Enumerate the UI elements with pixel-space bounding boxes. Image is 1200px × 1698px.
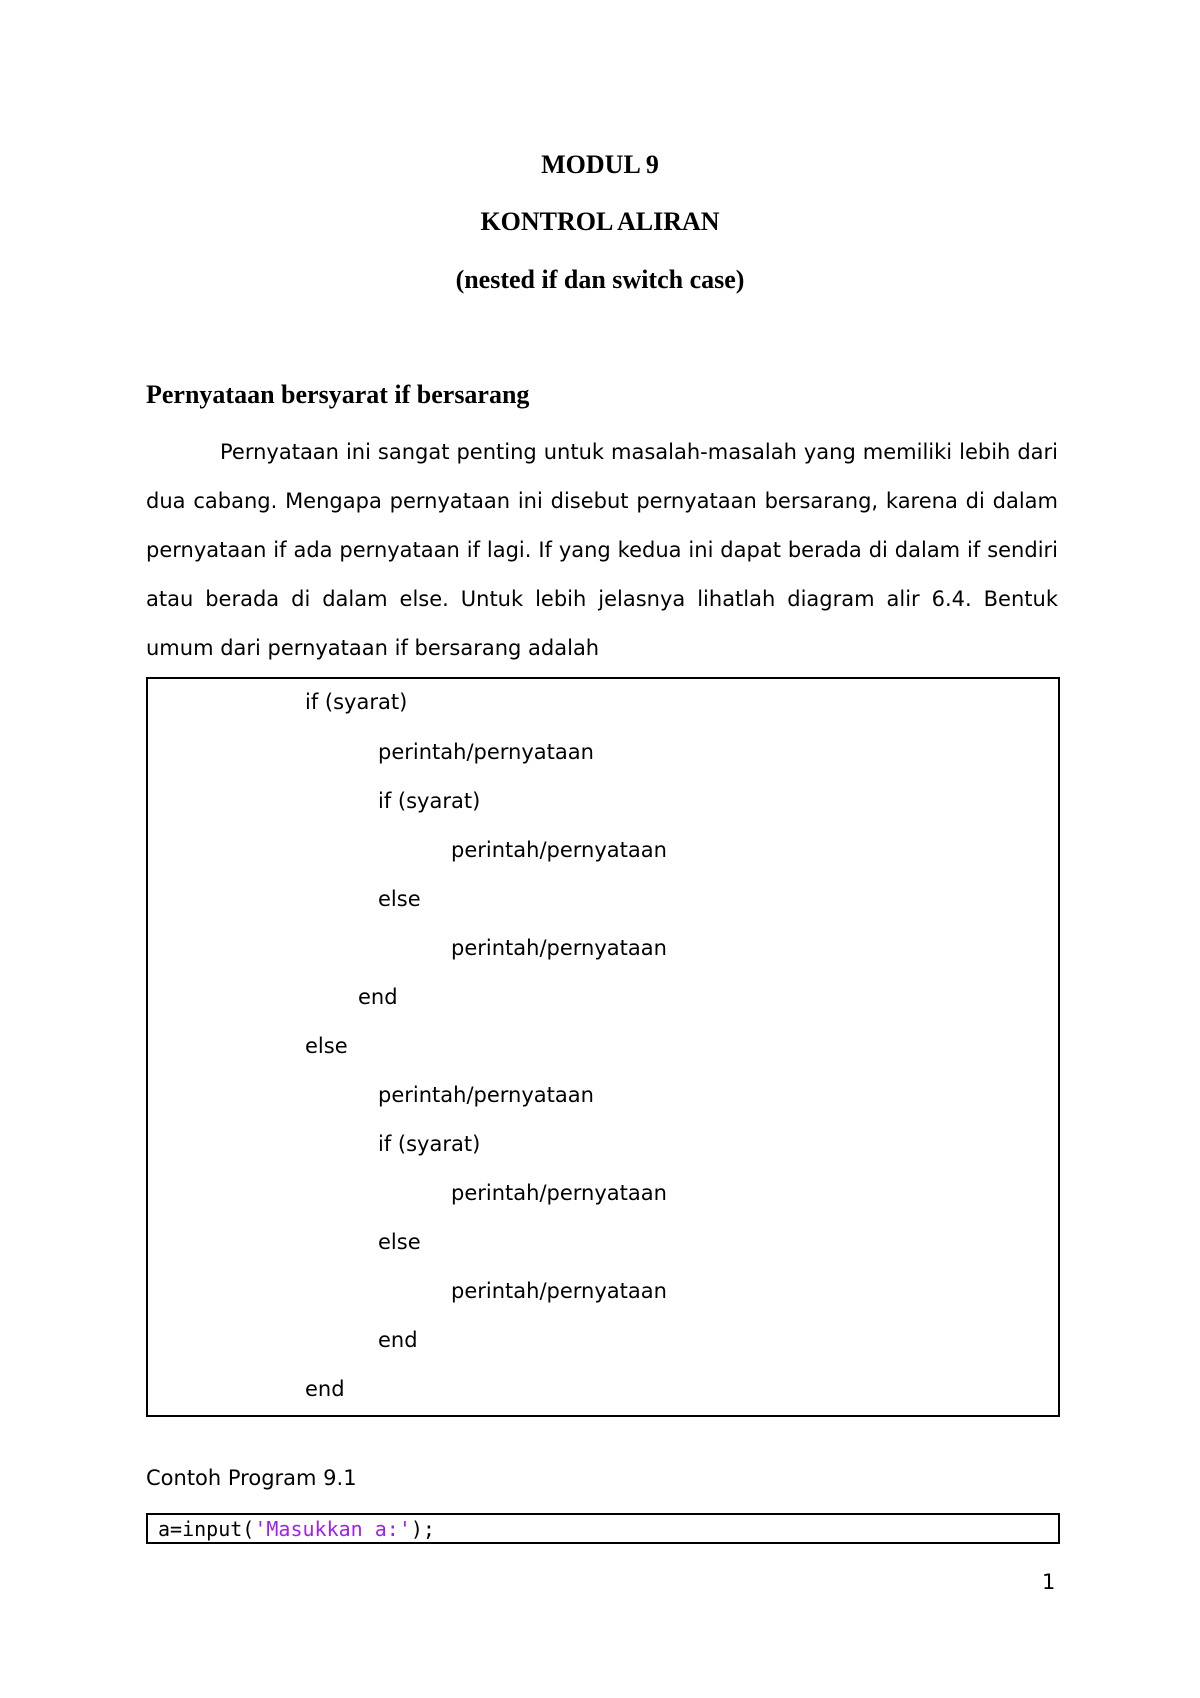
syntax-line: perintah/pernyataan bbox=[378, 1083, 594, 1107]
syntax-line: end bbox=[305, 1377, 345, 1401]
code-prefix: a=input( bbox=[158, 1517, 255, 1541]
code-line bbox=[158, 1517, 435, 1541]
syntax-line: else bbox=[378, 1230, 421, 1254]
syntax-box bbox=[146, 677, 1060, 1417]
syntax-line: else bbox=[305, 1034, 348, 1058]
topic-title: KONTROL ALIRAN bbox=[480, 207, 720, 236]
module-title: MODUL 9 bbox=[541, 150, 659, 179]
syntax-line: if (syarat) bbox=[305, 690, 408, 714]
example-caption: Contoh Program 9.1 bbox=[146, 1466, 357, 1490]
code-string-literal: 'Masukkan a:' bbox=[254, 1517, 411, 1541]
body-paragraph: Pernyataan ini sangat penting untuk masalah-masalah yang memiliki lebih dari dua cabang. Mengapa pernyataan ini disebut pernyataan bersarang, karena di dalam pernyataan if ada pernyataan if lagi. If yang kedua ini dapat berada di dalam if sendiri atau berada di dalam else. Untuk lebih jelasnya lihatlah diagram alir 6.4. Bentuk umum dari pernyataan if bersarang adalah bbox=[146, 440, 1058, 660]
section-heading: Pernyataan bersyarat if bersarang bbox=[146, 380, 530, 409]
syntax-line: perintah/pernyataan bbox=[378, 740, 594, 764]
syntax-line: if (syarat) bbox=[378, 1132, 481, 1156]
syntax-line: perintah/pernyataan bbox=[451, 936, 667, 960]
syntax-line: end bbox=[378, 1328, 418, 1352]
syntax-line: perintah/pernyataan bbox=[451, 1181, 667, 1205]
subtitle: (nested if dan switch case) bbox=[455, 265, 745, 294]
syntax-line: end bbox=[358, 985, 398, 1009]
syntax-line: perintah/pernyataan bbox=[451, 838, 667, 862]
syntax-line: perintah/pernyataan bbox=[451, 1279, 667, 1303]
syntax-line: if (syarat) bbox=[378, 789, 481, 813]
code-suffix: ); bbox=[410, 1517, 435, 1541]
syntax-line: else bbox=[378, 887, 421, 911]
code-box bbox=[146, 1513, 1060, 1544]
page-number: 1 bbox=[1042, 1570, 1056, 1594]
